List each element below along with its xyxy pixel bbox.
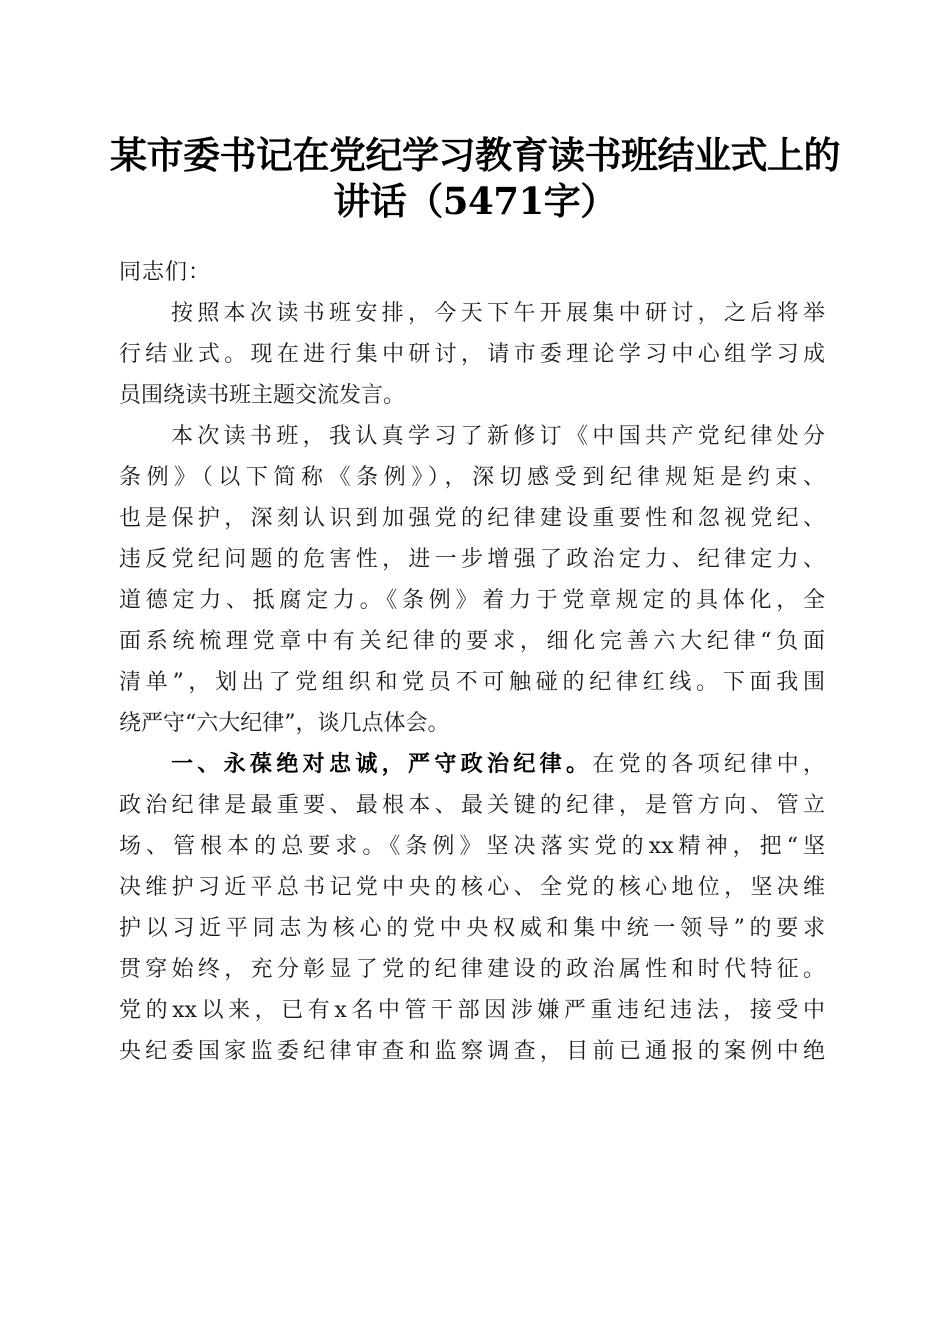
paragraph-line: 绕严守“六大纪律”，谈几点体会。 [119, 711, 450, 736]
paragraph-2 [119, 416, 825, 744]
paragraph-line: 条例》（以下简称《条例》），深切感受到纪律规矩是约束、 [119, 465, 825, 490]
paragraph-line: 本次读书班，我认真学习了新修订《中国共产党纪律处分 [171, 424, 825, 449]
heading-line-rest: 在党的各项纪律中， [592, 752, 825, 777]
paragraph-line: 党的xx以来，已有x名中管干部因涉嫌严重违纪违法，接受中 [119, 998, 825, 1023]
paragraph-line [119, 744, 825, 785]
paragraph-line: 场、管根本的总要求。《条例》坚决落实党的xx精神，把“坚 [119, 834, 825, 859]
title-line-2: 讲话（5471字） [333, 179, 617, 223]
paragraph-line: 按照本次读书班安排，今天下午开展集中研讨，之后将举 [171, 301, 825, 326]
paragraph-line: 政治纪律是最重要、最根本、最关键的纪律，是管方向、管立 [119, 793, 825, 818]
paragraph-1 [119, 293, 825, 416]
paragraph-line: 面系统梳理党章中有关纪律的要求，细化完善六大纪律“负面 [119, 629, 825, 654]
paragraph-line: 清单”，划出了党组织和党员不可触碰的纪律红线。下面我围 [119, 670, 825, 695]
title-line-1: 某市委书记在党纪学习教育读书班结业式上的 [110, 133, 840, 177]
paragraph-line: 行结业式。现在进行集中研讨，请市委理论学习中心组学习成 [119, 342, 825, 367]
paragraph-line: 违反党纪问题的危害性，进一步增强了政治定力、纪律定力、 [119, 547, 825, 572]
paragraph-line: 也是保护，深刻认识到加强党的纪律建设重要性和忽视党纪、 [119, 506, 825, 531]
document-title [100, 132, 850, 224]
paragraph-line: 决维护习近平总书记党中央的核心、全党的核心地位，坚决维 [119, 875, 825, 900]
document-body [119, 252, 825, 1072]
paragraph-line: 员围绕读书班主题交流发言。 [119, 383, 406, 408]
paragraph-line: 护以习近平同志为核心的党中央权威和集中统一领导”的要求 [119, 916, 825, 941]
paragraph-3 [119, 744, 825, 1072]
paragraph-line: 央纪委国家监委纪律审查和监察调查，目前已通报的案例中绝 [119, 1039, 825, 1064]
paragraph-line: 道德定力、抵腐定力。《条例》着力于党章规定的具体化，全 [119, 588, 825, 613]
salutation: 同志们： [119, 260, 212, 285]
section-heading: 一、永葆绝对忠诚，严守政治纪律。 [171, 751, 593, 777]
paragraph-line: 贯穿始终，充分彰显了党的纪律建设的政治属性和时代特征。 [119, 957, 825, 982]
